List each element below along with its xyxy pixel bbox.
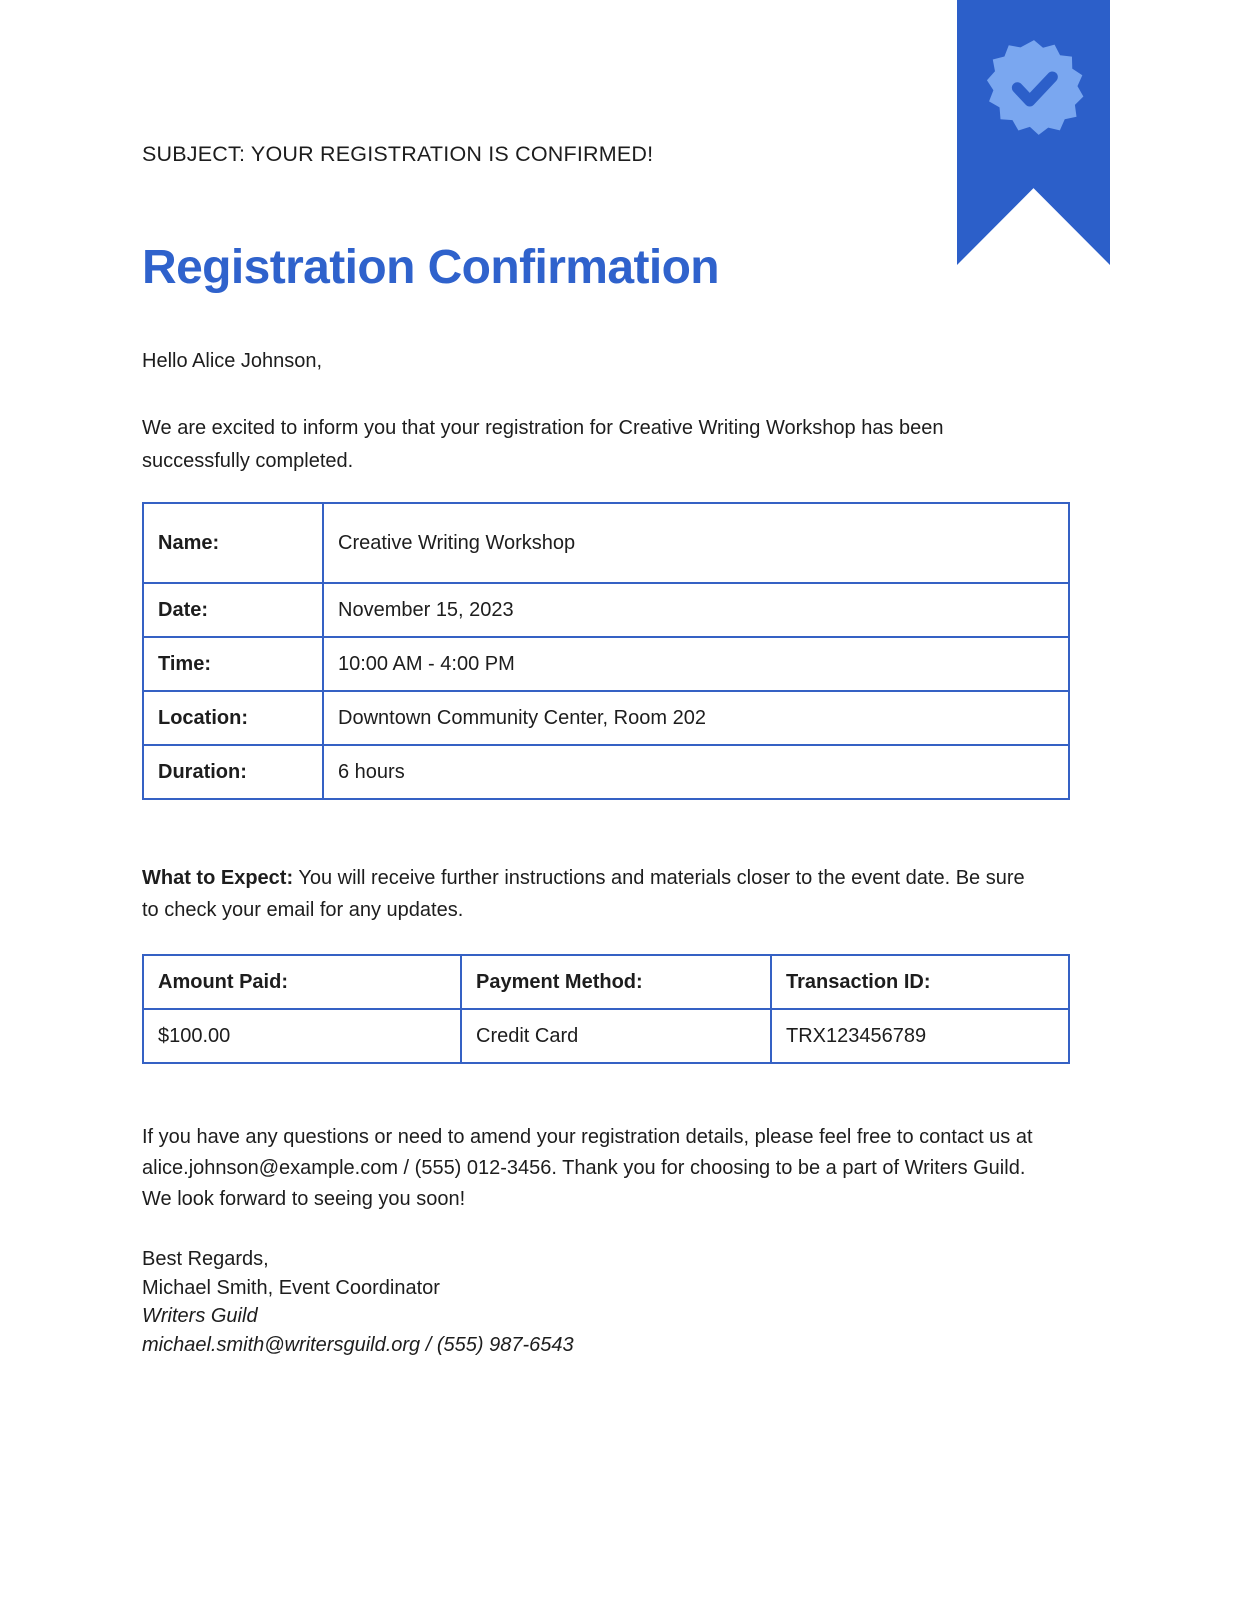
table-row (143, 583, 1069, 637)
payment-header-amount: Amount Paid: (143, 955, 461, 1009)
signature-contact: michael.smith@writersguild.org / (555) 987-6543 (142, 1333, 574, 1356)
payment-value-amount: $100.00 (143, 1009, 461, 1063)
what-to-expect-paragraph (142, 862, 1042, 926)
email-subject-line: SUBJECT: YOUR REGISTRATION IS CONFIRMED! (142, 142, 654, 166)
signature-block (142, 1245, 574, 1359)
what-to-expect-text: You will receive further instructions and materials closer to the event date. Be sure to check your email for any updates. (142, 867, 1025, 921)
detail-value-duration: 6 hours (323, 745, 1069, 799)
detail-value-name: Creative Writing Workshop (323, 503, 1069, 583)
signature-regards: Best Regards, (142, 1248, 269, 1270)
payment-value-method: Credit Card (461, 1009, 771, 1063)
detail-label-date: Date: (143, 583, 323, 637)
closing-paragraph: If you have any questions or need to amend your registration details, please feel free to contact us at alice.johnson@example.com / (555) 012-3456. Thank you for choosing to be a part of Writers Guild. We look forward to seeing you soon! (142, 1126, 1033, 1210)
signature-organization: Writers Guild (142, 1305, 258, 1327)
detail-value-date: November 15, 2023 (323, 583, 1069, 637)
greeting-text: Hello Alice Johnson, (142, 350, 323, 372)
detail-label-duration: Duration: (143, 745, 323, 799)
signature-name-title: Michael Smith, Event Coordinator (142, 1276, 440, 1299)
intro-paragraph: We are excited to inform you that your registration for Creative Writing Workshop has been successfully completed. (142, 417, 944, 472)
payment-header-method: Payment Method: (461, 955, 771, 1009)
table-row (143, 955, 1069, 1009)
detail-value-location: Downtown Community Center, Room 202 (323, 691, 1069, 745)
page-title: Registration Confirmation (142, 241, 720, 295)
table-row (143, 745, 1069, 799)
table-row (143, 691, 1069, 745)
event-details-table (142, 502, 1070, 800)
detail-value-time: 10:00 AM - 4:00 PM (323, 637, 1069, 691)
payment-value-transaction: TRX123456789 (771, 1009, 1069, 1063)
table-row (143, 503, 1069, 583)
what-to-expect-heading: What to Expect: (142, 867, 294, 889)
table-row (143, 637, 1069, 691)
verified-badge-check-icon (981, 38, 1087, 144)
detail-label-location: Location: (143, 691, 323, 745)
table-row (143, 1009, 1069, 1063)
header-ribbon (957, 0, 1110, 265)
detail-label-time: Time: (143, 637, 323, 691)
payment-header-transaction: Transaction ID: (771, 955, 1069, 1009)
payment-table (142, 954, 1070, 1064)
detail-label-name: Name: (143, 503, 323, 583)
